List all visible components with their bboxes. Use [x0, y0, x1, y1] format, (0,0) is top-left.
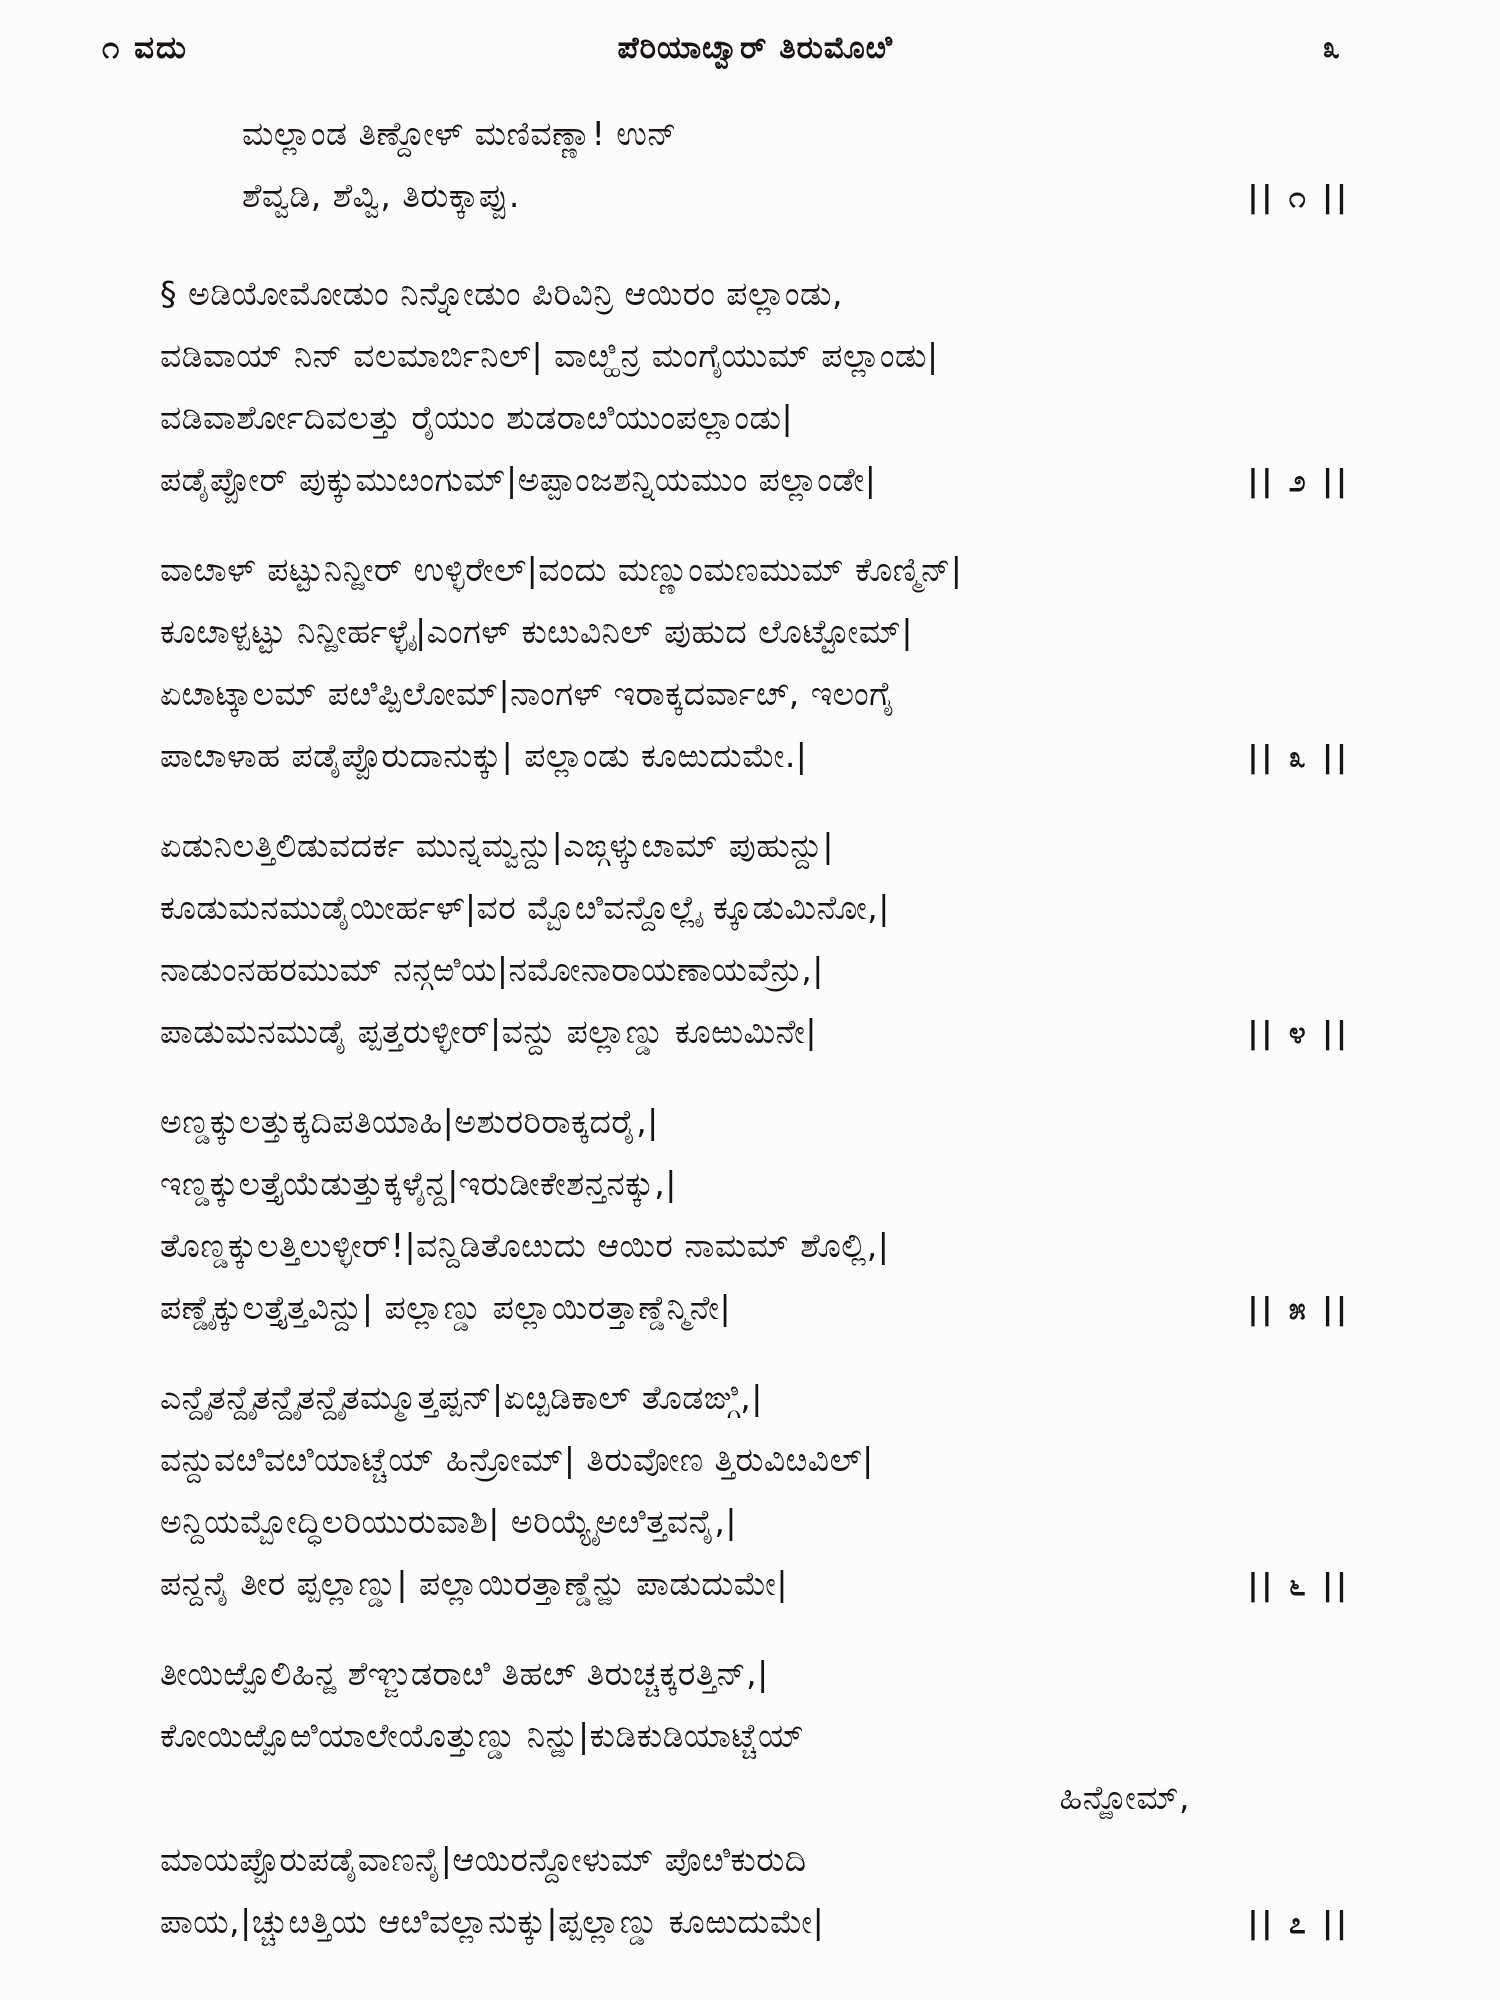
verse-line: ಎನ್ದೈತನ್ದೈತನ್ದೈತನ್ದೈತಮ್ಮೂತ್ತಪ್ಪನ್|ಏೞ್ಪಡಿಕಾಲ್ ತೊಡಙ್ಗಿ,| — [160, 1378, 763, 1417]
stanza-2 — [160, 263, 1350, 513]
verse-line: ಅಣ್ಡಕ್ಕುಲತ್ತುಕ್ಕದಿಪತಿಯಾಹಿ|ಅಶುರರಿರಾಕ್ಕದರೈ,| — [160, 1102, 659, 1141]
verse-line — [160, 1553, 1350, 1617]
page-number: ೩ — [1322, 30, 1340, 66]
stanza-1 — [242, 103, 1350, 229]
verse-line: ವಾೞಾಳ್ ಪಟ್ಟುನಿನ್ಱೀರ್ ಉಳ್ಳಿರೇಲ್|ವಂದು ಮಣ್ಣುಂಮಣಮುಮ್ ಕೊಣ್ಮಿನ್| — [160, 550, 963, 589]
verse-text: ಶೆವ್ವಡಿ, ಶೆವ್ವಿ, ತಿರುಕ್ಕಾಪ್ಪು. — [242, 176, 520, 215]
verse-number: || ೬ || — [1247, 1568, 1350, 1603]
verse-number: || ೩ || — [1247, 740, 1350, 775]
verse-line — [160, 1001, 1350, 1065]
verse-line: ಕೂಡುಮನಮುಡೈಯೀರ್ಹಳ್|ವರ ಮ್ಬೊೞಿವನ್ದೊಲ್ಲೈ ಕ್ಕೂಡುಮಿನೋ,| — [160, 888, 890, 927]
verse-text: ಪಡೈಪ್ಪೋರ್ ಪುಕ್ಕುಮುೞಂಗುಮ್|ಅಪ್ಪಾಂಜಶನ್ನಿಯಮುಂ ಪಲ್ಲಾಂಡೇ| — [160, 460, 877, 499]
stanza-3 — [160, 539, 1350, 789]
verse-line — [242, 165, 1350, 229]
page-title: ಪೆರಿಯಾೞ್ವಾರ್ ತಿರುಮೊೞಿ — [617, 30, 894, 66]
verse-line: ಕೂೞಾಳ್ಪಟ್ಟು ನಿನ್ಱೀರ್ಹಳ್ಳೈ|ಎಂಗಳ್ ಕುೞುವಿನಿಲ್ ಪುಹುದ ಲೊಟ್ಟೋಮ್| — [160, 612, 913, 651]
verse-text: ಪಾೞಾಳಾಹ ಪಡೈಪ್ಪೊರುದಾನುಕ್ಕು| ಪಲ್ಲಾಂಡು ಕೂಱುದುಮೇ.| — [160, 736, 808, 775]
section-label: ೧ ವದು — [102, 30, 188, 66]
verse-line — [160, 1891, 1350, 1955]
verse-line: ಮಲ್ಲಾಂಡ ತಿಣ್ದೋಳ್ ಮಣಿವಣ್ಣಾ! ಉನ್ — [242, 114, 677, 153]
running-header — [102, 30, 1350, 67]
verse-line: ತೊಣ್ಡಕ್ಕುಲತ್ತಿಲುಳ್ಳೀರ್!|ವನ್ದಿಡಿತೊೞುದು ಆಯಿರ ನಾಮಮ್ ಶೊಲ್ಲಿ,| — [160, 1226, 890, 1265]
verse-line — [160, 449, 1350, 513]
verse-text: ಪಾಡುಮನಮುಡೈ ಪ್ಪತ್ತರುಳ್ಳೀರ್|ವನ್ದು ಪಲ್ಲಾಣ್ಡು ಕೂಱುಮಿನೇ| — [160, 1012, 817, 1051]
verse-line — [160, 725, 1350, 789]
verse-line: ವನ್ದುವೞಿವೞಿಯಾಟ್ಚೆಯ್ ಹಿನ್ರೋಮ್| ತಿರುವೋಣ ತ್ತಿರುವಿೞವಿಲ್| — [160, 1440, 874, 1479]
verse-line: ಕೋಯಿಱ್ಪೊಱಿಯಾಲೇಯೊತ್ತುಣ್ಡು ನಿನ್ಱು|ಕುಡಿಕುಡಿಯಾಟ್ಚೆಯ್ — [160, 1716, 805, 1755]
stanza-4 — [160, 815, 1350, 1065]
verse-line: ವಡಿವಾಯ್ ನಿನ್ ವಲಮಾರ್ಬಿನಿಲ್| ವಾೞ್ಹಿನ್ರ ಮಂಗೈಯುಮ್ ಪಲ್ಲಾಂಡು| — [160, 336, 939, 375]
verse-line: § ಅಡಿಯೋಮೋಡುಂ ನಿನ್ನೋಡುಂ ಪಿರಿವಿನ್ರಿ ಆಯಿರಂ ಪಲ್ಲಾಂಡು, — [160, 274, 844, 313]
verse-line: ತೀಯಿಱ್ಪೊಲಿಹಿನ್ಱ ಶೆಞ್ಜುಡರಾೞಿ ತಿಹೞ್ ತಿರುಚ್ಚಕ್ಕರತ್ತಿನ್,| — [160, 1654, 769, 1693]
verse-line: ಮಾಯಪ್ಪೊರುಪಡೈವಾಣನೈ|ಆಯಿರನ್ದೋಳುಮ್ ಪೊೞಿಕುರುದಿ — [160, 1840, 807, 1879]
verse-number: || ೧ || — [1247, 180, 1350, 215]
verse-number: || ೭ || — [1247, 1906, 1350, 1941]
verse-line — [160, 1277, 1350, 1341]
verse-text: ಪಣ್ಡೈಕ್ಕುಲತ್ತೈತ್ತವಿನ್ದು| ಪಲ್ಲಾಣ್ಡು ಪಲ್ಲಾಯಿರತ್ತಾಣ್ಡೆನ್ಮಿನೇ| — [160, 1288, 732, 1327]
stanza-7 — [160, 1643, 1350, 1955]
verse-line: ಏೞಾಟ್ಕಾಲಮ್ ಪೞಿಪ್ಪಿಲೋಮ್|ನಾಂಗಳ್ ಇರಾಕ್ಕದರ್ವಾೞ್, ಇಲಂಗೈ — [160, 674, 895, 713]
stanza-5 — [160, 1091, 1350, 1341]
verse-number: || ೫ || — [1247, 1292, 1350, 1327]
verse-text: ಪಾಯ,|ಚ್ಚುೞತ್ತಿಯ ಆೞಿವಲ್ಲಾನುಕ್ಕು|ಪ್ಪಲ್ಲಾಣ್ಡು ಕೂಱುದುಮೇ| — [160, 1902, 825, 1941]
verse-text: ಪನ್ದನೈ ತೀರ ಪ್ಪಲ್ಲಾಣ್ಡು| ಪಲ್ಲಾಯಿರತ್ತಾಣ್ಡೆನ್ಱು ಪಾಡುದುಮೇ| — [160, 1564, 789, 1603]
verse-line-continuation: ಹಿನ್ಱೋಮ್, — [1059, 1778, 1190, 1817]
verse-number: || ೪ || — [1247, 1016, 1350, 1051]
verse-line: ನಾಡುಂನಹರಮುಮ್ ನನ್ಗಱಿಯ|ನಮೋನಾರಾಯಣಾಯವೆನ್ರು,| — [160, 950, 824, 989]
verse-line: ಅನ್ದಿಯಮ್ಬೋದ್ಧಿಲರಿಯುರುವಾಶಿ| ಅರಿಯ್ಯೈಅೞಿತ್ತವನೈ,| — [160, 1502, 737, 1541]
verse-line: ಇಣ್ಡಕ್ಕುಲತ್ತೈಯೆಡುತ್ತುಕ್ಕಳೈನ್ದ|ಇರುಡೀಕೇಶನ್ತನಕ್ಕು,| — [160, 1164, 677, 1203]
verse-line: ಏಡುನಿಲತ್ತಿಲಿಡುವದರ್ಕ ಮುನ್ನಮ್ವನ್ದು|ಎಙ್ಗಳ್ಕುೞಾಮ್ ಪುಹುನ್ದು| — [160, 826, 835, 865]
verse-number: || ೨ || — [1247, 464, 1350, 499]
stanza-6 — [160, 1367, 1350, 1617]
verse-line: ವಡಿವಾರ್ಶೋದಿವಲತ್ತು ರೈಯುಂ ಶುಡರಾೞಿಯುಂಪಲ್ಲಾಂಡು| — [160, 398, 794, 437]
